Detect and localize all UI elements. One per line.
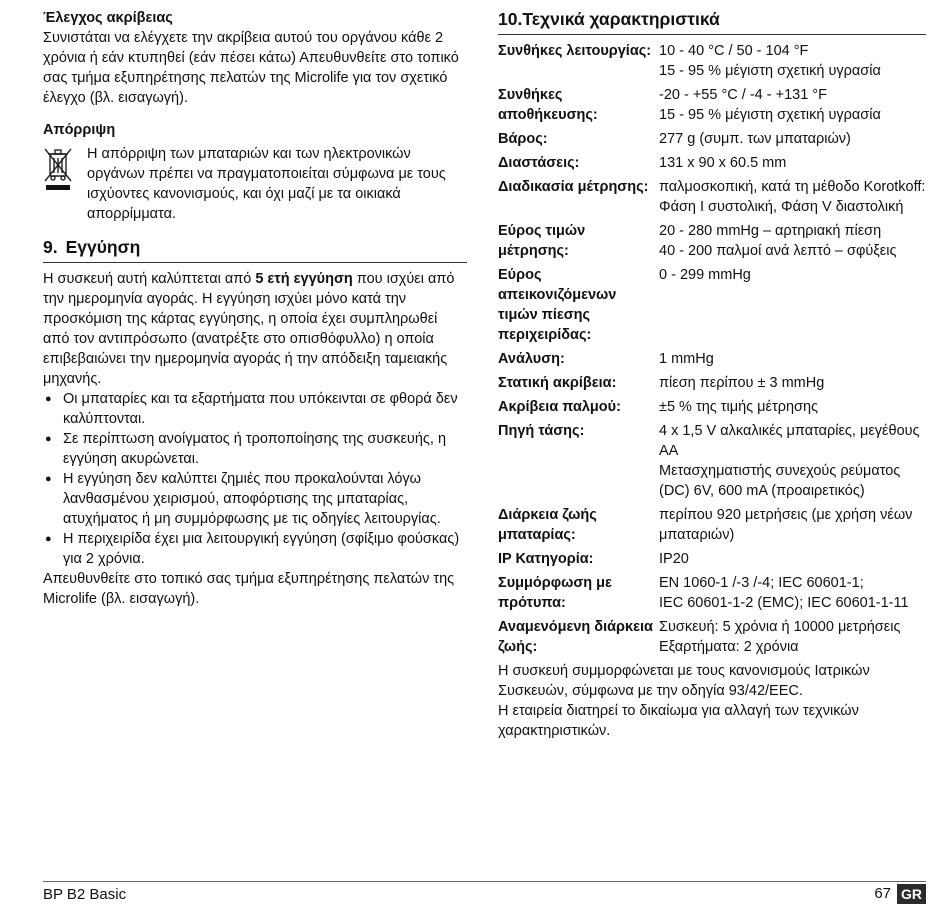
spec-value: Συσκευή: 5 χρόνια ή 10000 μετρήσεις Εξαρτήματα: 2 χρόνια	[659, 619, 901, 655]
warranty-title: Εγγύηση	[65, 237, 141, 257]
spec-label: Εύρος απεικονιζόμενων τιμών πίεσης περιχειρίδας:	[498, 267, 617, 343]
table-row	[498, 129, 926, 153]
rights-note: Η εταιρεία διατηρεί το δικαίωμα για αλλαγή των τεχνικών χαρακτηριστικών.	[498, 703, 859, 739]
spec-label: Πηγή τάσης:	[498, 423, 585, 439]
spec-value: πίεση περίπου ± 3 mmHg	[659, 375, 825, 391]
specs-title: Τεχνικά χαρακτηριστικά	[522, 9, 720, 29]
spec-label: Ακρίβεια παλμού:	[498, 399, 621, 415]
spec-value: 1 mmHg	[659, 351, 714, 367]
page-number: 67	[874, 885, 891, 902]
spec-value: 0 - 299 mmHg	[659, 267, 751, 283]
spec-label: Στατική ακρίβεια:	[498, 375, 617, 391]
table-row	[498, 421, 926, 505]
table-row	[498, 153, 926, 177]
spec-label: Συμμόρφωση με πρότυπα:	[498, 575, 612, 611]
table-row	[498, 617, 926, 661]
warranty-bullets	[43, 389, 467, 569]
spec-value: 131 x 90 x 60.5 mm	[659, 155, 787, 171]
list-item: ● Η περιχειρίδα έχει μια λειτουργική εγγύηση (σφίξιμο φούσκας) για 2 χρόνια.	[43, 529, 467, 569]
warranty-intro-end: που ισχύει από την ημερομηνία αγοράς. Η εγγύηση ισχύει μόνο κατά την προσκόμιση της κάρτας εγγύησης, η οποία έχει συμπληρωθεί από τον αντιπρόσωπο (ανατρέξτε στο οπισθόφυλλο) η οποία επιβεβαιώνει την ημερομηνία αγοράς ή την απόδειξη ταμειακής μηχανής.	[43, 271, 455, 387]
spec-label: Εύρος τιμών μέτρησης:	[498, 223, 586, 259]
table-row	[498, 505, 926, 549]
table-row	[498, 221, 926, 265]
spec-label: Ανάλυση:	[498, 351, 565, 367]
crossed-bin-icon	[43, 146, 79, 198]
spec-value: 20 - 280 mmHg – αρτηριακή πίεση 40 - 200 παλμοί ανά λεπτό – σφύξεις	[659, 223, 897, 259]
table-row	[498, 177, 926, 221]
list-item: ● Η εγγύηση δεν καλύπτει ζημιές που προκαλούνται λόγω λανθασμένου χειρισμού, αποφόρτισης της μπαταρίας, ατυχήματος ή μη συμμόρφωσης με τις οδηγίες λειτουργίας.	[43, 469, 467, 529]
spec-label: IP Κατηγορία:	[498, 551, 594, 567]
spec-label: Βάρος:	[498, 131, 548, 147]
list-item: ● Σε περίπτωση ανοίγματος ή τροποποίησης της συσκευής, η εγγύηση ακυρώνεται.	[43, 429, 467, 469]
warranty-intro-start: Η συσκευή αυτή καλύπτεται από	[43, 271, 256, 287]
right-column	[498, 8, 926, 741]
table-row	[498, 349, 926, 373]
spec-value: 4 x 1,5 V αλκαλικές μπαταρίες, μεγέθους AA Μετασχηματιστής συνεχούς ρεύματος (DC) 6V, 600 mA (προαιρετικός)	[659, 423, 920, 499]
disposal-block	[43, 144, 467, 224]
disposal-text: Η απόρριψη των μπαταριών και των ηλεκτρονικών οργάνων πρέπει να πραγματοποιείται σύμφωνα με τους ισχύοντες κανονισμούς, και όχι μαζί με τα οικιακά απορρίμματα.	[87, 146, 446, 222]
disposal-heading: Απόρριψη	[43, 122, 116, 138]
table-row	[498, 397, 926, 421]
warranty-term: 5 ετή εγγύηση	[255, 271, 353, 287]
spec-value: παλμοσκοπική, κατά τη μέθοδο Korotkoff: Φάση I συστολική, Φάση V διαστολική	[659, 179, 926, 215]
accuracy-heading: Έλεγχος ακρίβειας	[43, 10, 173, 26]
warranty-intro	[43, 269, 467, 389]
list-item: ● Οι μπαταρίες και τα εξαρτήματα που υπόκεινται σε φθορά δεν καλύπτονται.	[43, 389, 467, 429]
spec-label: Διαστάσεις:	[498, 155, 580, 171]
warranty-outro: Απευθυνθείτε στο τοπικό σας τμήμα εξυπηρέτησης πελατών της Microlife (βλ. εισαγωγή).	[43, 571, 455, 607]
accuracy-text: Συνιστάται να ελέγχετε την ακρίβεια αυτού του οργάνου κάθε 2 χρόνια ή εάν κτυπηθεί (εάν πέσει κάτω) Απευθυνθείτε στο τοπικό σας τμήμα εξυπηρέτησης πελατών της Microlife για τον σχετικό έλεγχο (βλ. εισαγωγή).	[43, 30, 459, 106]
spec-label: Συνθήκες αποθήκευσης:	[498, 87, 598, 123]
table-row	[498, 41, 926, 85]
spec-label: Διάρκεια ζωής μπαταρίας:	[498, 507, 597, 543]
left-column	[43, 8, 467, 609]
table-row	[498, 373, 926, 397]
spec-value: περίπου 920 μετρήσεις (με χρήση νέων μπαταριών)	[659, 507, 913, 543]
spec-value: -20 - +55 °C / -4 - +131 °F 15 - 95 % μέγιστη σχετική υγρασία	[659, 87, 881, 123]
spec-label: Διαδικασία μέτρησης:	[498, 179, 649, 195]
spec-label: Συνθήκες λειτουργίας:	[498, 43, 652, 59]
spec-value: EN 1060-1 /-3 /-4; IEC 60601-1; IEC 60601-1-2 (EMC); IEC 60601-1-11	[659, 575, 909, 611]
specs-chapter-title	[498, 8, 926, 35]
compliance-note: Η συσκευή συμμορφώνεται με τους κανονισμούς Ιατρικών Συσκευών, σύμφωνα με την οδηγία 93/42/EEC.	[498, 663, 870, 699]
spec-label: Αναμενόμενη διάρκεια ζωής:	[498, 619, 653, 655]
footer-product: BP B2 Basic	[43, 886, 127, 903]
specs-table	[498, 41, 926, 661]
table-row	[498, 549, 926, 573]
spec-value: IP20	[659, 551, 689, 567]
warranty-number: 9.	[43, 237, 58, 257]
table-row	[498, 573, 926, 617]
footer-divider	[43, 881, 926, 882]
spec-value: ±5 % της τιμής μέτρησης	[659, 399, 819, 415]
spec-value: 10 - 40 °C / 50 - 104 °F 15 - 95 % μέγιστη σχετική υγρασία	[659, 43, 881, 79]
table-row	[498, 265, 926, 349]
table-row	[498, 85, 926, 129]
warranty-chapter-title	[43, 236, 467, 263]
footer-page-info	[874, 884, 926, 904]
specs-number: 10.	[498, 9, 523, 29]
language-badge: GR	[897, 884, 926, 904]
spec-value: 277 g (συμπ. των μπαταριών)	[659, 131, 851, 147]
